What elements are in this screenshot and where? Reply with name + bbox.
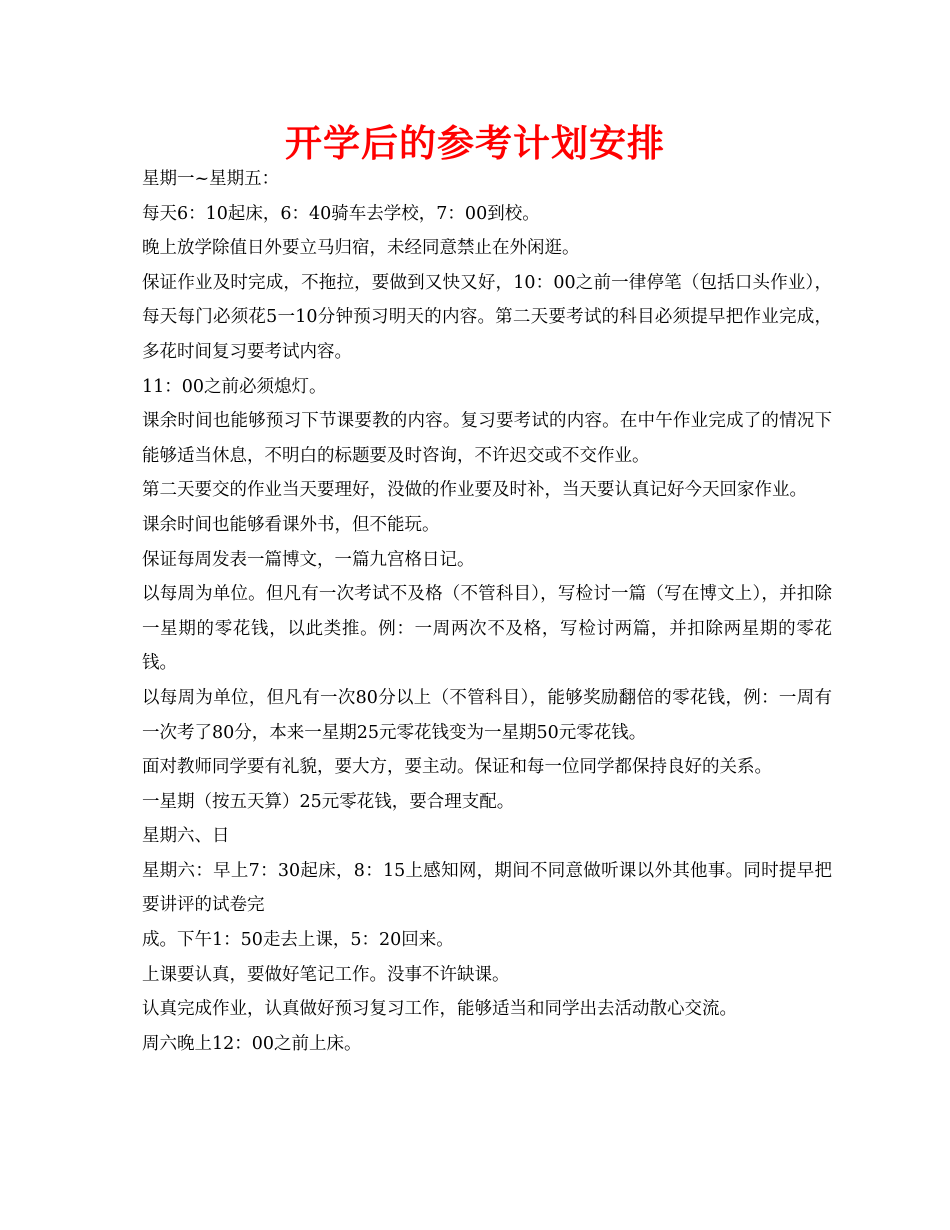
paragraph: 上课要认真，要做好笔记工作。没事不许缺课。 — [142, 964, 510, 985]
paragraph: 课余时间也能够预习下节课要教的内容。复习要考试的内容。在中午作业完成了的情况下能够适当休息，不明白的标题要及时咨询，不许迟交或不交作业。 — [142, 411, 832, 466]
paragraph: 一星期（按五天算）25元零花钱，要合理支配。 — [142, 791, 515, 812]
paragraph: 第二天要交的作业当天要理好，没做的作业要及时补，当天要认真记好今天回家作业。 — [142, 480, 807, 501]
paragraph: 周六晚上12：00之前上床。 — [142, 1033, 362, 1054]
paragraph: 星期六、日 — [142, 826, 230, 847]
paragraph: 成。下午1：50走去上课，5：20回来。 — [142, 930, 454, 951]
paragraph: 以每周为单位。但凡有一次考试不及格（不管科目），写检讨一篇（写在博文上），并扣除一星期的零花钱，以此类推。例：一周两次不及格，写检讨两篇，并扣除两星期的零花钱。 — [142, 584, 832, 674]
paragraph: 11：00之前必须熄灯。 — [142, 376, 327, 397]
paragraph: 保证每周发表一篇博文，一篇九宫格日记。 — [142, 549, 475, 570]
paragraph: 星期一~星期五： — [142, 169, 280, 189]
paragraph: 每天6：10起床，6：40骑车去学校，7：00到校。 — [142, 203, 540, 224]
document-body — [142, 162, 832, 1061]
paragraph: 保证作业及时完成，不拖拉，要做到又快又好，10：00之前一律停笔（包括口头作业），每天每门必须花5一10分钟预习明天的内容。第二天要考试的科目必须提早把作业完成，多花时间复习要考试内容。 — [142, 272, 832, 362]
document-title: 开学后的参考计划安排 — [285, 122, 665, 165]
paragraph: 课余时间也能够看课外书，但不能玩。 — [142, 514, 440, 535]
paragraph: 面对教师同学要有礼貌，要大方，要主动。保证和每一位同学都保持良好的关系。 — [142, 757, 772, 778]
paragraph: 星期六：早上7：30起床，8：15上感知网，期间不同意做听课以外其他事。同时提早把要讲评的试卷完 — [142, 860, 832, 916]
paragraph: 以每周为单位，但凡有一次80分以上（不管科目），能够奖励翻倍的零花钱，例：一周有一次考了80分，本来一星期25元零花钱变为一星期50元零花钱。 — [142, 687, 832, 743]
paragraph: 晚上放学除值日外要立马归宿，未经同意禁止在外闲逛。 — [142, 238, 580, 259]
paragraph: 认真完成作业，认真做好预习复习工作，能够适当和同学出去活动散心交流。 — [142, 999, 737, 1020]
